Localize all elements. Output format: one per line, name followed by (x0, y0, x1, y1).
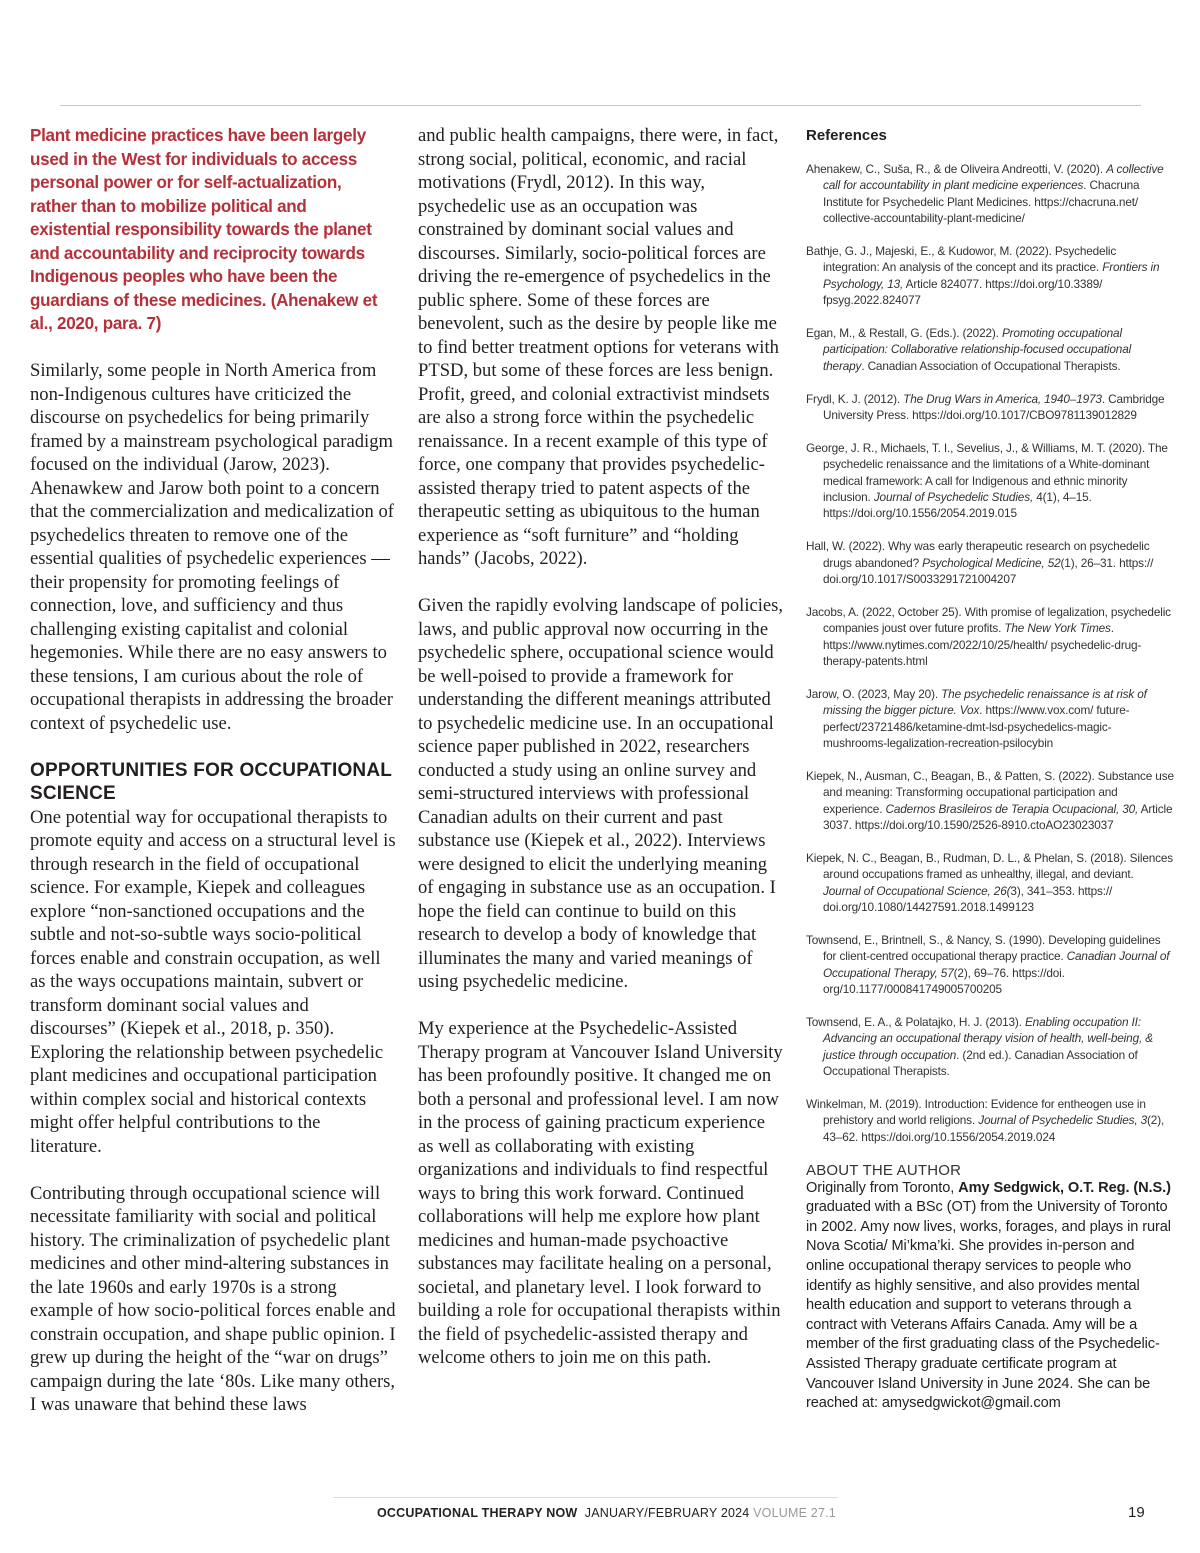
reference-item (806, 932, 1174, 998)
column-1 (30, 124, 396, 1440)
italic-text: Cadernos Brasileiros de Terapia Ocupacional, 30, (885, 801, 1139, 816)
reference-item (806, 161, 1174, 227)
text-segment: (2), 43–62. https://doi.org/10.1556/2054.2019.024 (823, 1113, 1165, 1144)
issue-date: JANUARY/FEBRUARY 2024 (584, 1506, 750, 1520)
text-segment: . Cambridge University Press. https://doi.org/10.1017/CBO9781139012829 (823, 391, 1165, 423)
italic-text: Canadian Journal of Occupational Therapy, 57 (823, 949, 1170, 980)
italic-text: Journal of Psychedelic Studies, 3 (978, 1113, 1148, 1128)
text-segment: Kiepek, N., Ausman, C., Beagan, B., & Patten, S. (2022). Substance use and meaning: Transforming occupational participation and experience. (806, 768, 1174, 816)
italic-text: The psychedelic renaissance is at risk of missing the bigger picture. Vox (823, 686, 1147, 718)
italic-text: Frontiers in Psychology, 13, (823, 260, 1160, 291)
italic-text: Journal of Psychedelic Studies, (873, 490, 1034, 505)
body-paragraph: Similarly, some people in North America from non-Indigenous cultures have criticized the discourse on psychedelics for being primarily framed by a mainstream psychological paradigm focused on the individual (Jarow, 2023). Ahenawkew and Jarow both point to a concern that the commercialization and medicalization of psychedelics threaten to remove one of the essential qualities of psychedelic experiences — their propensity for promoting feelings of connection, love, and sufficiency and thus challenging existing capitalist and colonial hegemonies. While there are no easy answers to these tensions, I am curious about the role of occupational therapists in addressing the broader context of psychedelic use. (30, 360, 394, 734)
page-number: 19 (1128, 1504, 1145, 1521)
bold-text: Amy Sedgwick, O.T. Reg. (N.S.) (958, 1179, 1171, 1196)
italic-text: Promoting occupational participation: Collaborative relationship-focused occupational therapy (823, 326, 1132, 373)
reference-item (806, 440, 1174, 522)
body-paragraph: One potential way for occupational therapists to promote equity and access on a structural level is through research in the field of occupational science. For example, Kiepek and colleagues explore “non-sanctioned occupations and the subtle and not-so-subtle ways socio-political forces enable and constrain occupation, as well as the ways occupations maintain, subvert or transform dominant social values and discourses” (Kiepek et al., 2018, p. 350). Exploring the relationship between psychedelic plant medicines and occupational participation within complex social and historical contexts might offer helpful contributions to the literature. (30, 806, 396, 1157)
reference-item (806, 243, 1174, 309)
pull-quote: Plant medicine practices have been largely used in the West for individuals to access personal power or for self-actualization, rather than to mobilize political and existential responsibility towards the planet and accountability and reciprocity towards Indigenous peoples who have been the guardians of these medicines. (Ahenakew et al., 2020, para. 7) (30, 125, 378, 333)
body-paragraph: Given the rapidly evolving landscape of policies, laws, and public approval now occurring in the psychedelic sphere, occupational science would be well-poised to provide a framework for understanding the different meanings attributed to psychedelic medicine use. In an occupational science paper published in 2022, researchers conducted a study using an online survey and semi-structured interviews with professional Canadian adults on their current and past substance use (Kiepek et al., 2022). Interviews were designed to elicit the underlying meaning of engaging in substance use as an occupation. I hope the field can continue to build on this research to develop a body of knowledge that illuminates the many and varied meanings of using psychedelic medicine. (418, 595, 784, 992)
italic-text: A collective call for accountability in plant medicine experiences (823, 162, 1164, 193)
magazine-name: OCCUPATIONAL THERAPY NOW (377, 1506, 578, 1520)
reference-item (806, 686, 1174, 752)
body-paragraph: Contributing through occupational science will necessitate familiarity with social and political history. The criminalization of psychedelic plant medicines and other mind-altering substances in the late 1960s and early 1970s is a strong example of how socio-political forces enable and constrain occupation, and shape public opinion. I grew up during the height of the “war on drugs” campaign during the late ‘80s. Like many others, I was unaware that behind these laws (30, 1182, 396, 1415)
reference-item (806, 768, 1174, 834)
text-segment: . https://www.nytimes.com/2022/10/25/health/ psychedelic-drug-therapy-patents.html (823, 621, 1142, 669)
text-segment: . https://www.vox.com/ future-perfect/23721486/ketamine-dmt-lsd-psychedelics-magic-mushrooms-legalization-recreation-psilocybin (823, 703, 1130, 751)
text-segment: (2), 69–76. https://doi. org/10.1177/000841749005700205 (823, 965, 1065, 997)
footer-rule (333, 1497, 838, 1498)
text-segment: Jacobs, A. (2022, October 25). With promise of legalization, psychedelic companies joust over future profits. (806, 604, 1171, 636)
text-segment: Winkelman, M. (2019). Introduction: Evidence for entheogen use in prehistory and world religions. (806, 1096, 1146, 1128)
text-segment: Originally from Toronto, (806, 1179, 959, 1196)
reference-item (806, 1096, 1174, 1145)
text-segment: Jarow, O. (2023, May 20). (806, 686, 942, 701)
reference-item (806, 391, 1174, 424)
text-segment: graduated with a BSc (OT) from the University of Toronto in 2002. Amy now lives, works, forages, and plays in rural Nova Scotia/ Mi’kma’ki. She provides in-person and online occupational therapy services to people who identify as highly sensitive, and also provides mental health education and support to veterans through a contract with Veterans Affairs Canada. Amy will be a member of the first graduating class of the Psychedelic-Assisted Therapy graduate certificate program at Vancouver Island University in June 2024. She can be reached at: amysedgwickot@gmail.com (806, 1199, 1171, 1412)
reference-item (806, 538, 1174, 587)
text-segment: Kiepek, N. C., Beagan, B., Rudman, D. L., & Phelan, S. (2018). Silences around occupations framed as unhealthy, illegal, and deviant. (806, 850, 1174, 882)
italic-text: The Drug Wars in America, 1940–1973 (903, 391, 1102, 406)
column-2 (418, 124, 784, 1393)
references-list (806, 161, 1174, 1145)
text-segment: Hall, W. (2022). Why was early therapeutic research on psychedelic drugs abandoned? (806, 539, 1150, 570)
top-rule (60, 105, 1141, 106)
body-paragraph: and public health campaigns, there were, in fact, strong social, political, economic, and racial motivations (Frydl, 2012). In this way, psychedelic use as an occupation was constrained by dominant social values and discourses. Similarly, socio-political forces are driving the re-emergence of psychedelics in the public sphere. Some of these forces are benevolent, such as the desire by people like me to find better treatment options for veterans with PTSD, but some of these forces are less benign. Profit, greed, and colonial extractivist mindsets are also a strong force within the psychedelic renaissance. In a recent example of this type of force, one company that provides psychedelic-assisted therapy tried to patent aspects of the therapeutic setting as ubiquitous to the human experience as “soft furniture” and “holding hands” (Jacobs, 2022). (418, 125, 779, 569)
text-segment: Article 824077. https://doi.org/10.3389/ fpsyg.2022.824077 (823, 276, 1103, 308)
text-segment: . (2nd ed.). Canadian Association of Occupational Therapists. (823, 1047, 1138, 1079)
italic-text: Enabling occupation II: Advancing an occupational therapy vision of health, well-being, & justice through occupation (823, 1014, 1153, 1062)
text-segment: . Chacruna Institute for Psychedelic Plant Medicines. https://chacruna.net/ collective-accountability-plant-medicine/ (823, 178, 1140, 226)
text-segment: Egan, M., & Restall, G. (Eds.). (2022). (806, 326, 1002, 341)
text-segment: Bathje, G. J., Majeski, E., & Kudowor, M. (2022). Psychedelic integration: An analysis of the concept and its practice. (806, 244, 1117, 275)
reference-item (806, 850, 1174, 916)
italic-text: Journal of Occupational Science, 26( (823, 883, 1011, 898)
section-heading: OPPORTUNITIES FOR OCCUPATIONAL SCIENCE (30, 759, 392, 804)
body-paragraph: My experience at the Psychedelic-Assisted Therapy program at Vancouver Island University has been profoundly positive. It changed me on both a personal and professional level. I am now in the process of gaining practicum experience as well as collaborating with existing organizations and individuals to find respectful ways to bring this work forward. Continued collaborations will help me explore how plant medicines and human-made psychoactive substances may facilitate healing on a personal, societal, and planetary level. I look forward to building a role for occupational therapists within the field of psychedelic-assisted therapy and welcome others to join me on this path. (418, 1018, 783, 1368)
text-segment: Frydl, K. J. (2012). (806, 391, 904, 406)
text-segment: 3), 341–353. https:// doi.org/10.1080/14427591.2018.1499123 (823, 883, 1113, 915)
text-segment: Townsend, E., Brintnell, S., & Nancy, S. (1990). Developing guidelines for client-centred occupational therapy practice. (806, 932, 1161, 964)
references-title: References (806, 127, 887, 144)
column-3 (806, 124, 1174, 1414)
text-segment: 4(1), 4–15. https://doi.org/10.1556/2054.2019.015 (823, 490, 1092, 521)
text-segment: George, J. R., Michaels, T. I., Sevelius, J., & Williams, M. T. (2020). The psychedelic renaissance and the limitations of a White-dominant medical framework: A call for Indigenous and ethnic minority inclusion. (806, 440, 1168, 505)
footer (377, 1506, 836, 1520)
about-author-title: ABOUT THE AUTHOR (806, 1161, 962, 1179)
text-segment: (1), 26–31. https:// doi.org/10.1017/S0033291721004207 (823, 555, 1154, 587)
text-segment: Townsend, E. A., & Polatajko, H. J. (2013). (806, 1014, 1025, 1029)
italic-text: Psychological Medicine, 52 (922, 555, 1061, 570)
text-segment: . Canadian Association of Occupational Therapists. (861, 358, 1121, 373)
reference-item (806, 1014, 1174, 1080)
italic-text: The New York Times (1004, 621, 1111, 636)
reference-item (806, 604, 1174, 670)
about-author-text (806, 1179, 1174, 1414)
text-segment: Ahenakew, C., Suša, R., & de Oliveira Andreotti, V. (2020). (806, 162, 1107, 176)
text-segment: Article 3037. https://doi.org/10.1590/2526-8910.ctoAO23023037 (823, 801, 1173, 833)
reference-item (806, 325, 1174, 374)
volume: VOLUME 27.1 (753, 1506, 836, 1520)
